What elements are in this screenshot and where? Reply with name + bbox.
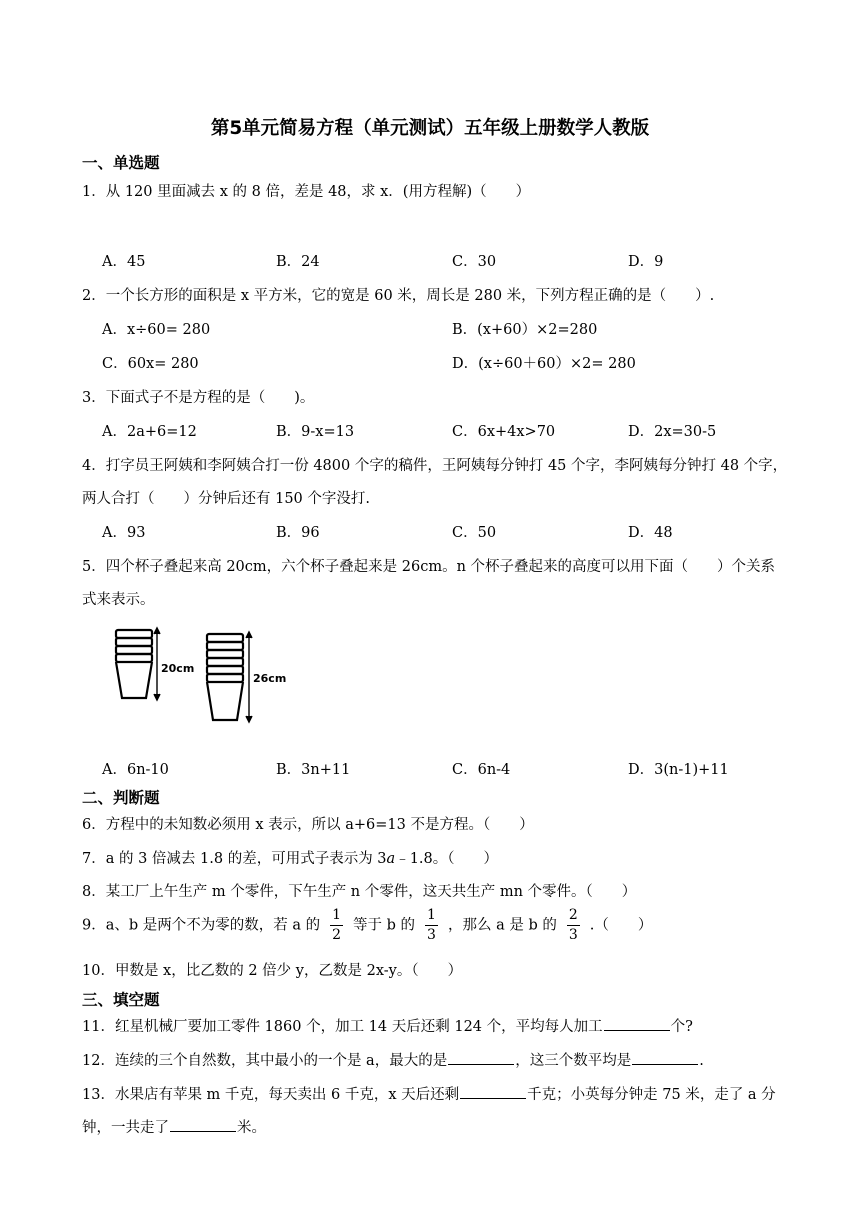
q2-option-b: B．(x+60）×2=280 xyxy=(452,322,598,338)
question-6-text: 6．方程中的未知数必须用 x 表示，所以 a+6=13 不是方程。（ ） xyxy=(82,817,534,833)
q2-option-a: A．x÷60= 280 xyxy=(102,322,211,338)
question-4-line-2: 两人合打（ ）分钟后还有 150 个字没打. xyxy=(82,491,371,507)
question-5-line-1: 5．四个杯子叠起来高 20cm，六个杯子叠起来是 26cm。n 个杯子叠起来的高度可以用下面（ ）个关系 xyxy=(82,559,776,575)
four-cups-height-arrow xyxy=(154,628,160,700)
stacked-cups-figure xyxy=(106,624,296,724)
question-13-line-1: 13．水果店有苹果 m 千克，每天卖出 6 千克，x 天后还剩 千克；小英每分钟走 75 米，走了 a 分 xyxy=(82,1087,776,1103)
fraction-one-third: $\frac{1}{3}$ xyxy=(427,907,436,943)
q3-option-b: B．9-x=13 xyxy=(276,424,355,440)
q2-option-c: C．60x= 280 xyxy=(102,356,199,372)
q1-option-c: C．30 xyxy=(452,254,497,270)
question-12-text: 12．连续的三个自然数，其中最小的一个是 a，最大的是 ，这三个数平均是 . xyxy=(82,1053,704,1069)
six-cups-height-label: 26cm xyxy=(253,672,287,685)
q2-option-d: D．(x÷60＋60）×2= 280 xyxy=(452,356,636,372)
section-heading-fill-in: 三、填空题 xyxy=(82,991,160,1009)
question-2-text: 2．一个长方形的面积是 x 平方米，它的宽是 60 米，周长是 280 米，下列方程正确的是（ ）. xyxy=(82,288,715,304)
answer-blank[interactable] xyxy=(460,1086,526,1099)
q5-option-c: C．6n-4 xyxy=(452,762,511,778)
question-8-text: 8．某工厂上午生产 m 个零件，下午生产 n 个零件，这天共生产 mn 个零件。（ ） xyxy=(82,884,637,900)
q5-option-a: A．6n-10 xyxy=(102,762,169,778)
answer-blank[interactable] xyxy=(604,1018,670,1031)
question-7-text: 7．a 的 3 倍减去 1.8 的差，可用式子表示为 3a﹣1.8。（ ） xyxy=(82,851,499,867)
question-13-line-2: 钟，一共走了 米。 xyxy=(82,1120,266,1136)
question-1-text: 1．从 120 里面减去 x 的 8 倍，差是 48，求 x．(用方程解)（ ） xyxy=(82,184,531,200)
q4-option-a: A．93 xyxy=(102,525,146,541)
six-cups-stack xyxy=(207,634,243,720)
six-cups-height-arrow xyxy=(246,632,252,722)
q5-option-b: B．3n+11 xyxy=(276,762,351,778)
question-4-line-1: 4．打字员王阿姨和李阿姨合打一份 4800 个字的稿件，王阿姨每分钟打 45 个字，李阿姨每分钟打 48 个字， xyxy=(82,458,788,474)
q3-option-c: C．6x+4x>70 xyxy=(452,424,556,440)
question-5-line-2: 式来表示。 xyxy=(82,592,155,608)
q3-option-d: D．2x=30-5 xyxy=(628,424,717,440)
section-heading-single-choice: 一、单选题 xyxy=(82,154,160,172)
question-10-text: 10．甲数是 x，比乙数的 2 倍少 y，乙数是 2x-y。（ ） xyxy=(82,963,463,979)
answer-blank[interactable] xyxy=(632,1052,698,1065)
q5-option-d: D．3(n-1)+11 xyxy=(628,762,729,778)
question-9-text: 9．a、b 是两个不为零的数，若 a 的 $\frac{1}{2}$ 等于 b 的 $\frac{1}{3}$ ，那么 a 是 b 的 $\frac{2}{3}$ .（ ） xyxy=(82,907,653,943)
q1-option-b: B．24 xyxy=(276,254,320,270)
four-cups-height-label: 20cm xyxy=(161,662,195,675)
q4-option-b: B．96 xyxy=(276,525,320,541)
fraction-one-half: $\frac{1}{2}$ xyxy=(332,907,342,943)
answer-blank[interactable] xyxy=(448,1052,514,1065)
fraction-two-thirds: $\frac{2}{3}$ xyxy=(568,907,578,943)
q1-option-a: A．45 xyxy=(102,254,146,270)
q1-option-d: D．9 xyxy=(628,254,664,270)
q4-option-c: C．50 xyxy=(452,525,497,541)
four-cups-stack xyxy=(116,630,152,698)
question-11-text: 11．红星机械厂要加工零件 1860 个，加工 14 天后还剩 124 个，平均每人加工 个? xyxy=(82,1019,693,1035)
section-heading-true-false: 二、判断题 xyxy=(82,789,160,807)
q4-option-d: D．48 xyxy=(628,525,673,541)
answer-blank[interactable] xyxy=(170,1119,236,1132)
page-title: 第5单元简易方程（单元测试）五年级上册数学人教版 xyxy=(210,118,650,139)
question-3-text: 3．下面式子不是方程的是（ )。 xyxy=(82,390,315,406)
q3-option-a: A．2a+6=12 xyxy=(102,424,197,440)
